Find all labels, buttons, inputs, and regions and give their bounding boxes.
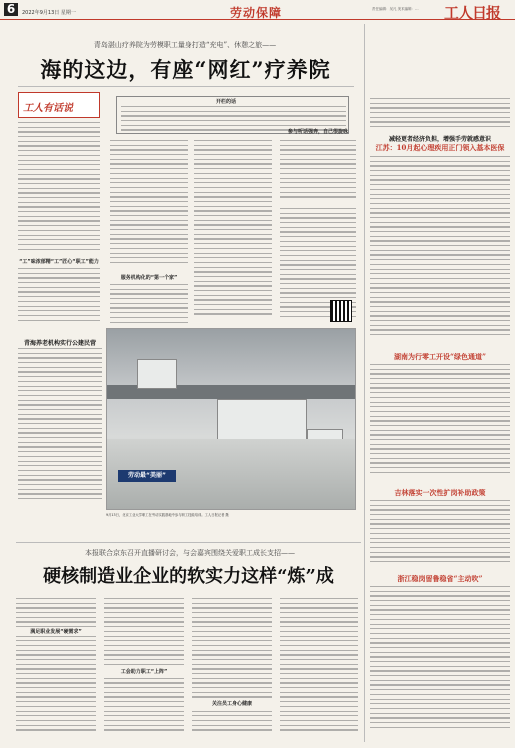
story2-headline: 硬核制造业企业的软实力这样“炼”成 [43,566,334,587]
story2-subhead-3: 关注员工身心健康 [192,700,272,707]
side-note-title: 青海养老机构实行公建民营 [23,340,96,347]
story2-kicker: 本报联合京东召开直播研讨会，与会嘉宾围绕关爱职工成长支招—— [85,549,295,557]
story2-column-4 [280,598,358,738]
story1-column-3 [194,140,272,326]
story2-column-1 [16,598,96,738]
issue-date: 2022年9月13日 星期一 [22,10,76,16]
column-banner-title: 工人有话说 [23,103,73,114]
story2-column-3 [192,598,272,738]
news-photo [106,328,356,510]
column-banner [18,92,100,118]
right-top-text [370,98,510,130]
intro-panel-heading: 开栏的话 [216,99,237,105]
editor-credit: 责任编辑：吴凡 美术编辑：… [372,7,419,11]
section-title: 劳动保障 [230,6,283,20]
story1-column-1 [18,122,100,254]
story1-column-4 [280,140,356,202]
story2-subhead-1: 满足职业发展“硬需求” [16,628,96,635]
right-story-d-title: 浙江稳岗留鲁稳省“主动吹” [397,574,483,583]
story1-column-2b [110,284,188,326]
qr-code-icon[interactable] [330,300,352,322]
story1-subhead-3: 参与听话强奔，自己很旋咏 [287,129,348,135]
masthead [0,0,515,20]
right-story-a-subtitle: 江苏：10月起心理疾用正门领入基本医保 [375,143,505,152]
right-story-c-text [370,500,510,568]
story1-column-1b [18,268,100,326]
right-story-b-title: 湖南为行零工开设“绿色通道” [393,352,487,361]
story1-headline: 海的这边，有座“网红”疗养院 [40,57,331,82]
right-story-b-text [370,364,510,484]
side-note-text [18,348,102,508]
photo-caption: 9月13日，北京工业大学职工在劳动实践基地中参与职工技能培训。工人日报记者 摄 [106,513,229,517]
right-story-a-text [370,156,510,346]
story1-subhead-2: 服务机构化的“第一个家” [120,275,178,281]
story1-column-2 [110,140,188,270]
story1-subhead-1: “工”味浓郁精“工”匠心“职工”能力 [19,259,99,265]
right-story-c-title: 吉林落实一次性扩岗补助政策 [394,488,486,497]
page-number: 6 [4,3,18,16]
right-story-a-title: 减轻更者经济负担，增强手劳就感意识 [388,136,491,143]
story1-kicker: 青岛湛山疗养院为劳模职工量身打造“充电”、休憩之旅—— [93,41,277,49]
right-story-d-text [370,586,510,740]
story2-subhead-2: 工会助力职工“上阵” [104,668,184,675]
photo-tag: 劳动最“美丽” [118,470,176,482]
newspaper-logo: 工人日报 [444,4,501,22]
